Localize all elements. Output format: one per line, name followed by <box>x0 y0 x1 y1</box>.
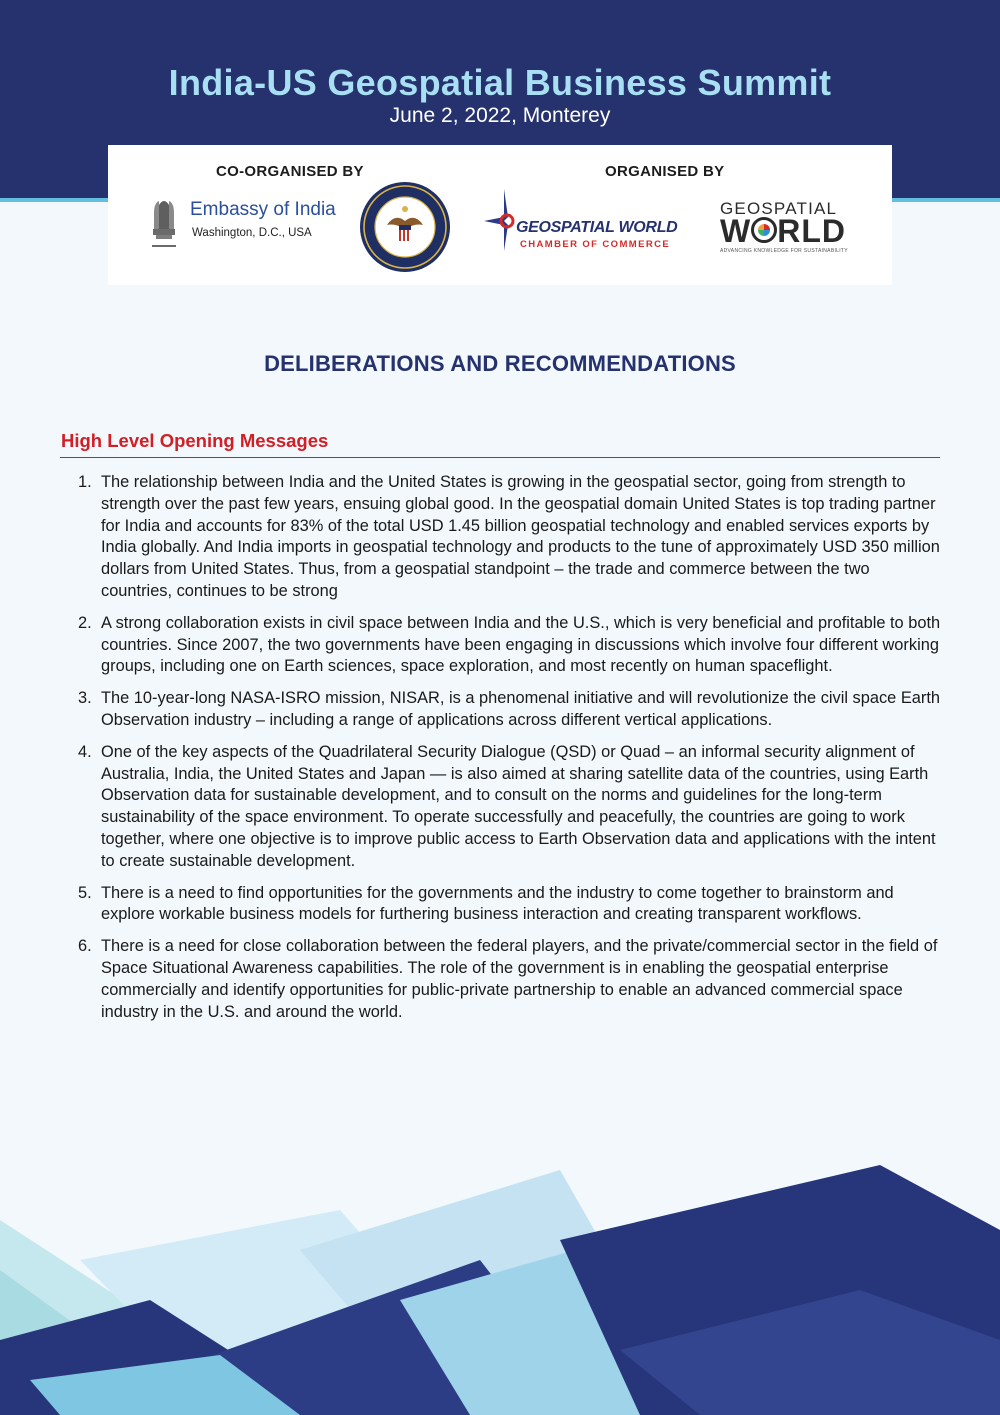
item-number: 4. <box>78 742 92 761</box>
globe-o-icon <box>751 217 777 243</box>
item-number: 6. <box>78 937 92 956</box>
list-item <box>78 936 944 1023</box>
gwcc-subtitle: CHAMBER OF COMMERCE <box>520 239 671 250</box>
item-text: A strong collaboration exists in civil space between India and the U.S., which is very beneficial and profitable to both countries. Since 2007, the two governments have been engaging in discussions which involve four different working groups, including one on Earth sciences, space exploration, and most recently on human spaceflight. <box>101 613 941 676</box>
list-item <box>78 742 944 873</box>
gw-letter-w: W <box>720 213 752 249</box>
footer-decoration <box>0 1150 1000 1415</box>
section-title: DELIBERATIONS AND RECOMMENDATIONS <box>264 351 736 376</box>
summit-title: India-US Geospatial Business Summit <box>168 62 832 103</box>
national-emblem-icon <box>148 195 180 253</box>
gw-letters-rld: RLD <box>777 213 846 249</box>
gwcc-name: GEOSPATIAL WORLD <box>516 219 678 236</box>
department-of-state-seal-icon <box>359 181 451 273</box>
subsection-title: High Level Opening Messages <box>61 430 329 451</box>
summit-date: June 2, 2022, Monterey <box>389 104 611 127</box>
recommendations-list <box>78 472 944 1033</box>
item-number: 2. <box>78 613 92 632</box>
item-text: There is a need to find opportunities for the governments and the industry to come together to brainstorm and explore workable business models for furthering business interaction and creating transparent workflows. <box>101 883 894 924</box>
geospatial-world-tagline: ADVANCING KNOWLEDGE FOR SUSTAINABILITY <box>720 248 848 254</box>
organisers-logo-panel <box>108 145 892 285</box>
list-item <box>78 613 944 678</box>
organised-label: ORGANISED BY <box>605 163 725 180</box>
embassy-name: Embassy of India <box>190 199 336 220</box>
subsection-divider <box>60 457 940 458</box>
item-text: One of the key aspects of the Quadrilateral Security Dialogue (QSD) or Quad – an informal security alignment of Australia, India, the United States and Japan — is also aimed at sharing satellite data of the countries, using Earth Observation data for sustainable development, and to consult on the norms and guidelines for the long-term sustainability of the space environment. To operate successfully and peacefully, the countries are going to work together, where one objective is to improve public access to Earth Observation data and applications with the intent to create sustainable development. <box>101 742 936 870</box>
list-item <box>78 472 944 603</box>
list-item <box>78 883 944 927</box>
header-accent-line-left <box>0 198 108 202</box>
item-text: The 10-year-long NASA-ISRO mission, NISAR, is a phenomenal initiative and will revolutionize the civil space Earth Observation industry – including a range of applications across different vertical applications. <box>101 689 941 729</box>
geospatial-world-line1: GEOSPATIAL <box>720 199 838 218</box>
list-item <box>78 688 944 732</box>
item-number: 3. <box>78 689 92 708</box>
embassy-location: Washington, D.C., USA <box>192 227 312 239</box>
header-accent-line-right <box>892 198 1000 202</box>
item-text: The relationship between India and the United States is growing in the geospatial sector, going from strength to strength over the past few years, ensuing global good. In the geospatial domain United States is top trading partner for India and accounts for 83% of the total USD 1.45 billion geospatial technology and enabled services exports by India globally. And India imports in geospatial technology and products to the tune of approximately USD 350 million dollars from United States. Thus, from a geospatial standpoint – the trade and commerce between the two countries, continues to be strong <box>101 473 940 600</box>
co-organised-label: CO-ORGANISED BY <box>216 163 364 180</box>
item-number: 1. <box>78 473 92 491</box>
geospatial-world-line2 <box>720 213 846 250</box>
item-number: 5. <box>78 883 92 902</box>
item-text: There is a need for close collaboration between the federal players, and the private/commercial sector in the field of Space Situational Awareness capabilities. The role of the government is in enabling the geospatial enterprise commercially and identify opportunities for public-private partnership to enable an advanced commercial space industry in the U.S. and around the world. <box>101 937 938 1021</box>
